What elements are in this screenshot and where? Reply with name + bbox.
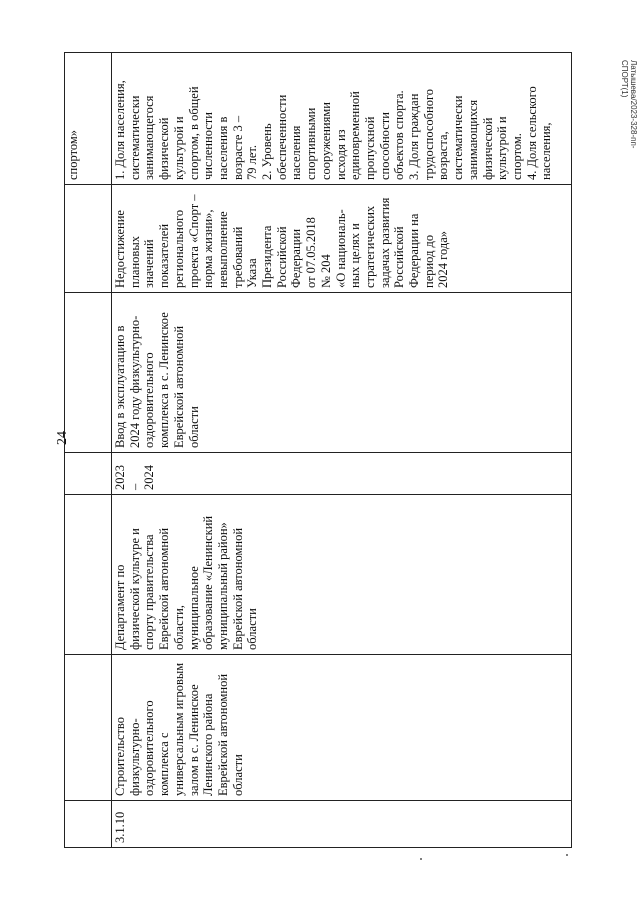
row-number: 3.1.10 <box>112 801 572 848</box>
implementation-period: 2023 – 2024 <box>112 453 572 495</box>
top-cell-1 <box>65 801 112 848</box>
top-cell-7: спортом» <box>65 53 112 185</box>
top-cell-6 <box>65 185 112 293</box>
table-top-row <box>65 53 112 848</box>
top-cell-3 <box>65 495 112 655</box>
scan-speck <box>566 854 568 856</box>
top-cell-5 <box>65 293 112 453</box>
expected-result: Ввод в эксплуатацию в 2024 году физкультурно- оздоровительного комплекса в с. Ленинское Еврейской автономной области <box>112 293 572 453</box>
document-code: Латышева/2023-328-пп-СПОРТ(1) <box>620 60 638 149</box>
page-number: 24 <box>55 431 70 445</box>
non-implementation-consequences: Недостижение плановых значений показателей регионального проекта «Спорт – норма жизни», невыполнение требований Указа Президента Российской Федерации от 07.05.2018 № 204 «О националь- ных целях и стратегических задачах развития Российской Федерации на период до 2024 года» <box>112 185 572 293</box>
measures-table <box>64 52 572 848</box>
top-cell-2 <box>65 655 112 801</box>
rotated-table-wrapper <box>64 53 572 848</box>
measure-name: Строительство физкультурно- оздоровительного комплекса с универсальным игровым залом в с. Ленинское Ленинского района Еврейской автономной области <box>112 655 572 801</box>
table-row <box>112 53 572 848</box>
responsible-executor: Департамент по физической культуре и спорту правительства Еврейской автономной области, муниципальное образование «Ленинский муниципальный район» Еврейской автономной области <box>112 495 572 655</box>
top-cell-4 <box>65 453 112 495</box>
scan-speck <box>420 858 422 860</box>
related-indicators: 1. Доля населения, систематически занимающегося физической культурой и спортом, в общей численности населения в возрасте 3 – 79 лет. 2. Уровень обеспеченности населения спортивными сооружениями исходя из единовременной пропускной способности объектов спорта. 3. Доля граждан трудоспособного возраста, систематически занимающихся физической культурой и спортом. 4. Доля сельского населения, <box>112 53 572 185</box>
